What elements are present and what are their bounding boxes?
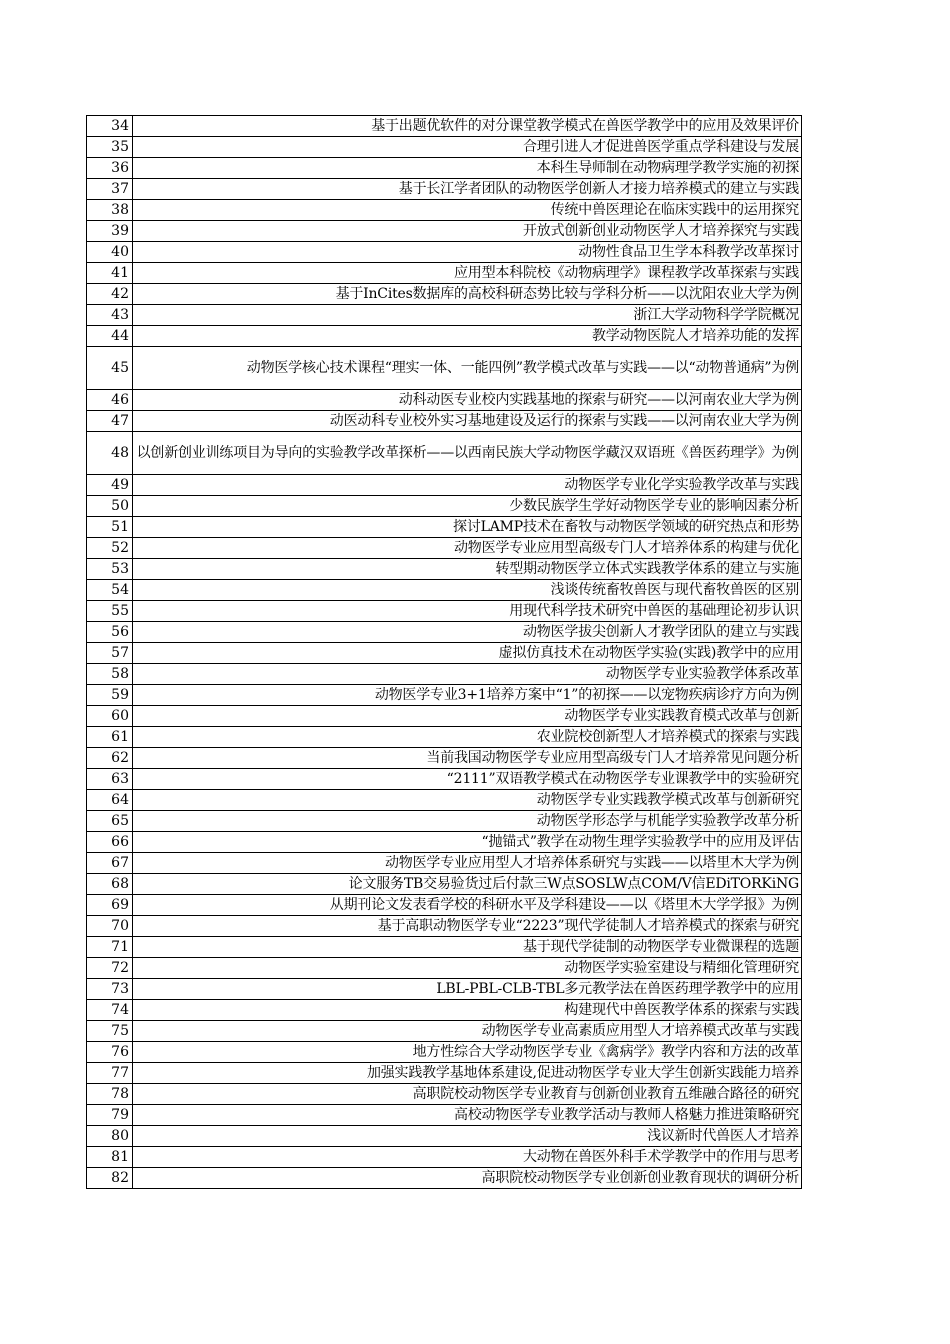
paper-title-cell[interactable]: 动物医学专业化学实验教学改革与实践 xyxy=(133,475,802,496)
row-number-cell[interactable]: 64 xyxy=(87,790,133,811)
table-row xyxy=(87,432,802,475)
table-row xyxy=(87,538,802,559)
paper-title-cell[interactable]: 动物医学形态学与机能学实验教学改革分析 xyxy=(133,811,802,832)
paper-title-cell[interactable]: 高校动物医学专业教学活动与教师人格魅力推进策略研究 xyxy=(133,1105,802,1126)
row-number-cell[interactable]: 45 xyxy=(87,347,133,390)
row-number-cell[interactable]: 78 xyxy=(87,1084,133,1105)
row-number-cell[interactable]: 81 xyxy=(87,1147,133,1168)
table-row xyxy=(87,263,802,284)
row-number-cell[interactable]: 42 xyxy=(87,284,133,305)
row-number-cell[interactable]: 80 xyxy=(87,1126,133,1147)
row-number-cell[interactable]: 60 xyxy=(87,706,133,727)
table-row xyxy=(87,874,802,895)
row-number-cell[interactable]: 77 xyxy=(87,1063,133,1084)
paper-title-cell[interactable]: 动物医学拔尖创新人才教学团队的建立与实践 xyxy=(133,622,802,643)
paper-title-cell[interactable]: 传统中兽医理论在临床实践中的运用探究 xyxy=(133,200,802,221)
table-row xyxy=(87,284,802,305)
paper-title-cell[interactable]: 动物性食品卫生学本科教学改革探讨 xyxy=(133,242,802,263)
row-number-cell[interactable]: 47 xyxy=(87,411,133,432)
paper-title-cell[interactable]: 浅议新时代兽医人才培养 xyxy=(133,1126,802,1147)
paper-title-cell[interactable]: 用现代科学技术研究中兽医的基础理论初步认识 xyxy=(133,601,802,622)
paper-title-cell[interactable]: 浅谈传统畜牧兽医与现代畜牧兽医的区别 xyxy=(133,580,802,601)
table-row xyxy=(87,1000,802,1021)
paper-title-cell[interactable]: “抛锚式”教学在动物生理学实验教学中的应用及评估 xyxy=(133,832,802,853)
row-number-cell[interactable]: 71 xyxy=(87,937,133,958)
row-number-cell[interactable]: 76 xyxy=(87,1042,133,1063)
row-number-cell[interactable]: 39 xyxy=(87,221,133,242)
row-number-cell[interactable]: 37 xyxy=(87,179,133,200)
row-number-cell[interactable]: 34 xyxy=(87,116,133,137)
table-row xyxy=(87,347,802,390)
paper-title-cell[interactable]: 动物医学实验室建设与精细化管理研究 xyxy=(133,958,802,979)
paper-title-cell[interactable]: 教学动物医院人才培养功能的发挥 xyxy=(133,326,802,347)
paper-title-cell[interactable]: 转型期动物医学立体式实践教学体系的建立与实施 xyxy=(133,559,802,580)
paper-title-cell[interactable]: 基于高职动物医学专业“2223”现代学徒制人才培养模式的探索与研究 xyxy=(133,916,802,937)
row-number-cell[interactable]: 54 xyxy=(87,580,133,601)
table-row xyxy=(87,643,802,664)
table-row xyxy=(87,326,802,347)
table-row xyxy=(87,1105,802,1126)
paper-title-cell[interactable]: 高职院校动物医学专业创新创业教育现状的调研分析 xyxy=(133,1168,802,1189)
paper-title-cell[interactable]: 探讨LAMP技术在畜牧与动物医学领域的研究热点和形势 xyxy=(133,517,802,538)
paper-title-cell[interactable]: 基于现代学徒制的动物医学专业微课程的选题 xyxy=(133,937,802,958)
table-row xyxy=(87,200,802,221)
table-row xyxy=(87,895,802,916)
table-row xyxy=(87,706,802,727)
row-number-cell[interactable]: 72 xyxy=(87,958,133,979)
paper-title-cell[interactable]: 浙江大学动物科学学院概况 xyxy=(133,305,802,326)
row-number-cell[interactable]: 66 xyxy=(87,832,133,853)
paper-title-cell[interactable]: 从期刊论文发表看学校的科研水平及学科建设——以《塔里木大学学报》为例 xyxy=(133,895,802,916)
paper-title-cell[interactable]: 动物医学专业高素质应用型人才培养模式改革与实践 xyxy=(133,1021,802,1042)
table-row xyxy=(87,748,802,769)
row-number-cell[interactable]: 58 xyxy=(87,664,133,685)
table-row xyxy=(87,832,802,853)
paper-title-cell[interactable]: 虚拟仿真技术在动物医学实验(实践)教学中的应用 xyxy=(133,643,802,664)
paper-list-table xyxy=(86,115,802,1189)
paper-title-cell[interactable]: 动物医学专业应用型高级专门人才培养体系的构建与优化 xyxy=(133,538,802,559)
table-row xyxy=(87,1021,802,1042)
row-number-cell[interactable]: 40 xyxy=(87,242,133,263)
table-row xyxy=(87,116,802,137)
paper-title-cell[interactable]: 论文服务TB交易验货过后付款三W点SOSLW点COM/V信EDiTORKiNG xyxy=(133,874,802,895)
table-row xyxy=(87,1084,802,1105)
paper-title-cell[interactable]: 少数民族学生学好动物医学专业的影响因素分析 xyxy=(133,496,802,517)
table-row xyxy=(87,1168,802,1189)
paper-title-cell[interactable]: 动物医学专业实验教学体系改革 xyxy=(133,664,802,685)
paper-title-cell[interactable]: 当前我国动物医学专业应用型高级专门人才培养常见问题分析 xyxy=(133,748,802,769)
paper-title-cell[interactable]: 大动物在兽医外科手术学教学中的作用与思考 xyxy=(133,1147,802,1168)
row-number-cell[interactable]: 69 xyxy=(87,895,133,916)
paper-title-cell[interactable]: 以创新创业训练项目为导向的实验教学改革探析——以西南民族大学动物医学藏汉双语班《兽医药理学》为例 xyxy=(133,432,802,475)
row-number-cell[interactable]: 73 xyxy=(87,979,133,1000)
row-number-cell[interactable]: 68 xyxy=(87,874,133,895)
table-row xyxy=(87,137,802,158)
table-row xyxy=(87,916,802,937)
row-number-cell[interactable]: 56 xyxy=(87,622,133,643)
row-number-cell[interactable]: 67 xyxy=(87,853,133,874)
table-row xyxy=(87,790,802,811)
row-number-cell[interactable]: 53 xyxy=(87,559,133,580)
row-number-cell[interactable]: 62 xyxy=(87,748,133,769)
table-row xyxy=(87,685,802,706)
row-number-cell[interactable]: 43 xyxy=(87,305,133,326)
table-row xyxy=(87,769,802,790)
paper-title-cell[interactable]: 动科动医专业校内实践基地的探索与研究——以河南农业大学为例 xyxy=(133,390,802,411)
paper-title-cell[interactable]: 本科生导师制在动物病理学教学实施的初探 xyxy=(133,158,802,179)
row-number-cell[interactable]: 70 xyxy=(87,916,133,937)
paper-title-cell[interactable]: 动物医学专业实践教育模式改革与创新 xyxy=(133,706,802,727)
table-row xyxy=(87,727,802,748)
table-row xyxy=(87,559,802,580)
table-row xyxy=(87,158,802,179)
table-row xyxy=(87,517,802,538)
row-number-cell[interactable]: 57 xyxy=(87,643,133,664)
row-number-cell[interactable]: 50 xyxy=(87,496,133,517)
paper-title-cell[interactable]: 构建现代中兽医教学体系的探索与实践 xyxy=(133,1000,802,1021)
paper-title-cell[interactable]: 动医动科专业校外实习基地建设及运行的探索与实践——以河南农业大学为例 xyxy=(133,411,802,432)
table-row xyxy=(87,411,802,432)
row-number-cell[interactable]: 52 xyxy=(87,538,133,559)
row-number-cell[interactable]: 38 xyxy=(87,200,133,221)
table-row xyxy=(87,601,802,622)
table-row xyxy=(87,305,802,326)
row-number-cell[interactable]: 48 xyxy=(87,432,133,475)
table-row xyxy=(87,853,802,874)
paper-title-cell[interactable]: 加强实践教学基地体系建设,促进动物医学专业大学生创新实践能力培养 xyxy=(133,1063,802,1084)
table-row xyxy=(87,937,802,958)
row-number-cell[interactable]: 74 xyxy=(87,1000,133,1021)
row-number-cell[interactable]: 82 xyxy=(87,1168,133,1189)
row-number-cell[interactable]: 75 xyxy=(87,1021,133,1042)
paper-title-cell[interactable]: LBL-PBL-CLB-TBL多元教学法在兽医药理学教学中的应用 xyxy=(133,979,802,1000)
paper-title-cell[interactable]: 基于长江学者团队的动物医学创新人才接力培养模式的建立与实践 xyxy=(133,179,802,200)
row-number-cell[interactable]: 63 xyxy=(87,769,133,790)
paper-title-cell[interactable]: 动物医学专业应用型人才培养体系研究与实践——以塔里木大学为例 xyxy=(133,853,802,874)
table-row xyxy=(87,1126,802,1147)
table-row xyxy=(87,580,802,601)
paper-list-body xyxy=(87,116,802,1189)
table-row xyxy=(87,979,802,1000)
paper-title-cell[interactable]: 农业院校创新型人才培养模式的探索与实践 xyxy=(133,727,802,748)
row-number-cell[interactable]: 35 xyxy=(87,137,133,158)
table-row xyxy=(87,390,802,411)
row-number-cell[interactable]: 36 xyxy=(87,158,133,179)
paper-title-cell[interactable]: 高职院校动物医学专业教育与创新创业教育五维融合路径的研究 xyxy=(133,1084,802,1105)
row-number-cell[interactable]: 79 xyxy=(87,1105,133,1126)
paper-title-cell[interactable]: 合理引进人才促进兽医学重点学科建设与发展 xyxy=(133,137,802,158)
table-row xyxy=(87,1147,802,1168)
table-row xyxy=(87,811,802,832)
table-row xyxy=(87,179,802,200)
row-number-cell[interactable]: 46 xyxy=(87,390,133,411)
row-number-cell[interactable]: 59 xyxy=(87,685,133,706)
row-number-cell[interactable]: 61 xyxy=(87,727,133,748)
row-number-cell[interactable]: 49 xyxy=(87,475,133,496)
table-row xyxy=(87,622,802,643)
paper-title-cell[interactable]: 动物医学核心技术课程“理实一体、一能四例”教学模式改革与实践——以“动物普通病”为例 xyxy=(133,347,802,390)
paper-title-cell[interactable]: 动物医学专业3+1培养方案中“1”的初探——以宠物疾病诊疗方向为例 xyxy=(133,685,802,706)
paper-title-cell[interactable]: 基于InCites数据库的高校科研态势比较与学科分析——以沈阳农业大学为例 xyxy=(133,284,802,305)
table-row xyxy=(87,242,802,263)
paper-title-cell[interactable]: 应用型本科院校《动物病理学》课程教学改革探索与实践 xyxy=(133,263,802,284)
table-row xyxy=(87,475,802,496)
paper-title-cell[interactable]: 地方性综合大学动物医学专业《禽病学》教学内容和方法的改革 xyxy=(133,1042,802,1063)
table-row xyxy=(87,221,802,242)
table-row xyxy=(87,1042,802,1063)
row-number-cell[interactable]: 51 xyxy=(87,517,133,538)
table-row xyxy=(87,496,802,517)
row-number-cell[interactable]: 65 xyxy=(87,811,133,832)
row-number-cell[interactable]: 55 xyxy=(87,601,133,622)
table-row xyxy=(87,1063,802,1084)
table-row xyxy=(87,664,802,685)
row-number-cell[interactable]: 44 xyxy=(87,326,133,347)
paper-title-cell[interactable]: 动物医学专业实践教学模式改革与创新研究 xyxy=(133,790,802,811)
paper-title-cell[interactable]: “2111”双语教学模式在动物医学专业课教学中的实验研究 xyxy=(133,769,802,790)
row-number-cell[interactable]: 41 xyxy=(87,263,133,284)
table-row xyxy=(87,958,802,979)
paper-title-cell[interactable]: 基于出题优软件的对分课堂教学模式在兽医学教学中的应用及效果评价 xyxy=(133,116,802,137)
paper-title-cell[interactable]: 开放式创新创业动物医学人才培养探究与实践 xyxy=(133,221,802,242)
